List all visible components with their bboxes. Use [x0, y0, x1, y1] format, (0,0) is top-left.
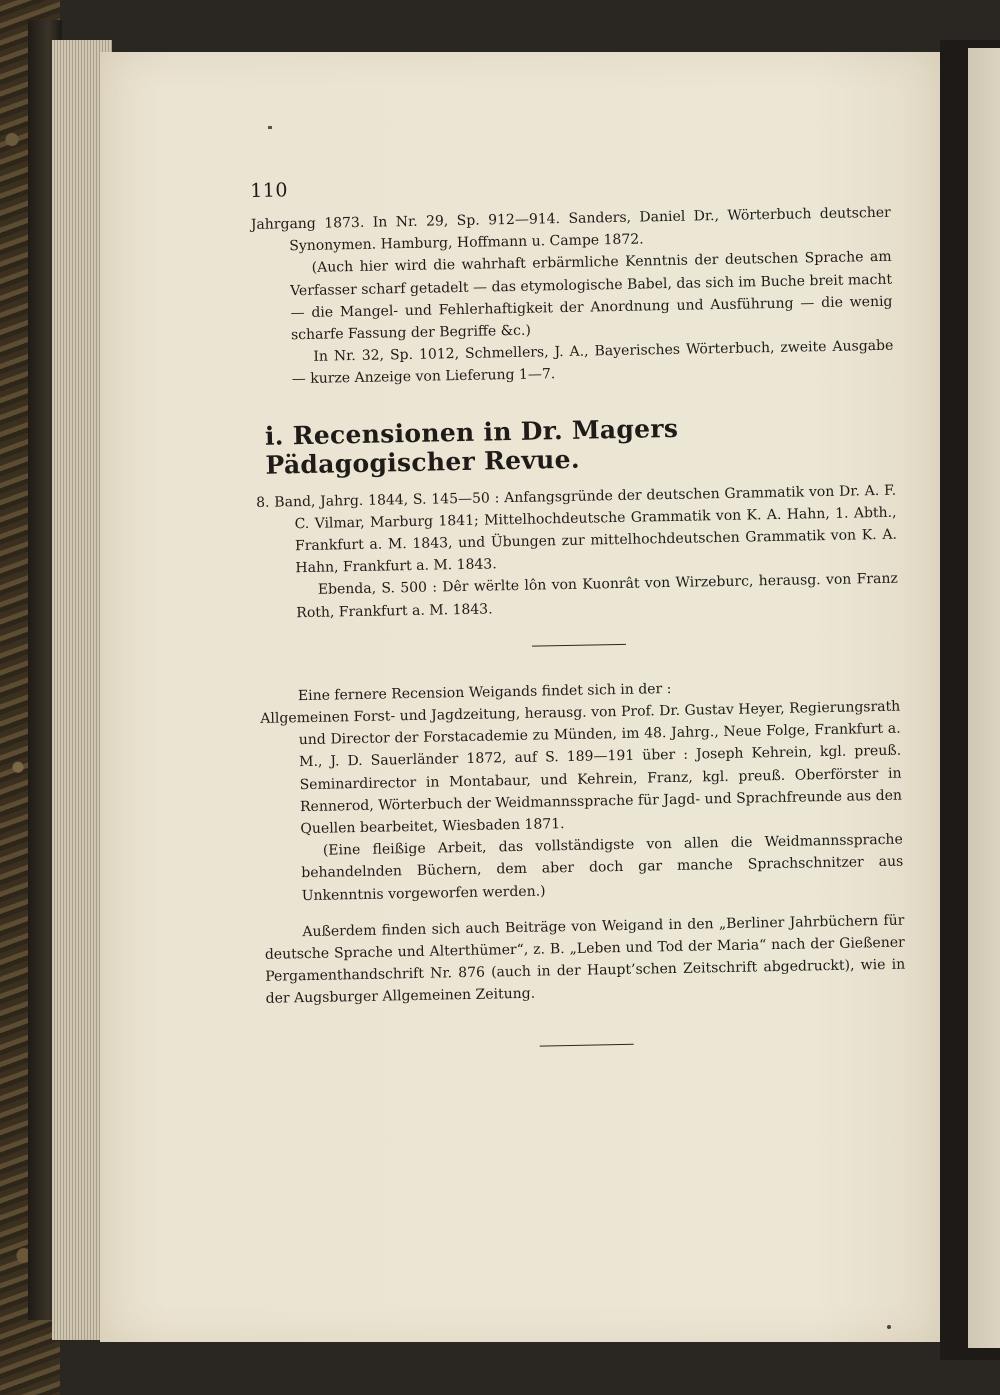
ink-speck: [268, 126, 272, 129]
bibliography-entry-sanders: Jahrgang 1873. In Nr. 29, Sp. 912—914. Sanders, Daniel Dr., Wörterbuch deutscher Synonymen. Hamburg, Hoffmann u. Campe 1872.: [250, 204, 891, 255]
ink-speck: [887, 1325, 891, 1329]
page-text-block: [250, 168, 907, 1086]
bibliography-entry-vilmar-hahn: 8. Band, Jahrg. 1844, S. 145—50 : Anfangsgründe der deutschen Grammatik von Dr. A. F. C. Vilmar, Marburg 1841; Mittelhochdeutsche Grammatik von K. A. Hahn, 1. Abth., Frankfurt a. M. 1843, und Übungen zur mittelhochdeutschen Grammatik von K. A. Hahn, Frankfurt a. M. 1843.: [256, 482, 898, 577]
bibliography-entry-roth: Ebenda, S. 500 : Dêr wërlte lôn von Kuonrât von Wirzeburc, herausg. von Franz Roth, Frankfurt a. M. 1843.: [296, 571, 898, 621]
recension-intro: Eine fernere Recension Weigands findet sich in der :: [297, 680, 672, 705]
review-note-kehrein: (Eine fleißige Arbeit, das vollständigste von allen die Weidmannssprache behandelnden Büchern, dem aber doch gar manche Sprachschnitzer aus Unkenntnis vorgeworfen werden.): [301, 831, 904, 904]
review-note-sanders: (Auch hier wird die wahrhaft erbärmliche Kenntnis der deutschen Sprache am Verfasser scharf getadelt — das etymologische Babel, das sich im Buche breit macht — die Mangel- und Fehlerhaftigkeit der Anordnung und Ausführung — die wenig scharfe Fassung der Begriffe &c.): [289, 249, 893, 344]
bibliography-entry-schmeller: In Nr. 32, Sp. 1012, Schmellers, J. A., Bayerisches Wörterbuch, zweite Ausgabe — kurze Anzeige von Lieferung 1—7.: [291, 337, 894, 388]
page-number: 110: [250, 179, 289, 202]
end-divider: [540, 1043, 634, 1046]
facing-page-edge: [968, 48, 1000, 1348]
section-heading: i. Recensionen in Dr. Magers Pädagogischer Revue.: [264, 413, 679, 480]
section-divider: [532, 644, 626, 647]
bibliography-entry-kehrein: Allgemeinen Forst- und Jagdzeitung, herausg. von Prof. Dr. Gustav Heyer, Regierungsrath und Director der Forstacademie zu Münden, im 48. Jahrg., Neue Folge, Frankfurt a. M., J. D. Sauerländer 1872, auf S. 189—191 über : Joseph Kehrein, kgl. preuß. Seminardirector in Montabaur, und Kehrein, Franz, kgl. preuß. Oberförster in Rennerod, Wörterbuch der Weidmannssprache für Jagd- und Sprachfreunde aus den Quellen bearbeitet, Wiesbaden 1871.: [260, 698, 903, 838]
closing-paragraph: Außerdem finden sich auch Beiträge von Weigand in den „Berliner Jahrbüchern für deutsche Sprache und Alterthümer“, z. B. „Leben und Tod der Maria“ nach der Gießener Pergamenthandschrift Nr. 876 (auch in der Haupt’schen Zeitschrift abgedruckt), wie in der Augsburger Allgemeinen Zeitung.: [264, 912, 906, 1008]
